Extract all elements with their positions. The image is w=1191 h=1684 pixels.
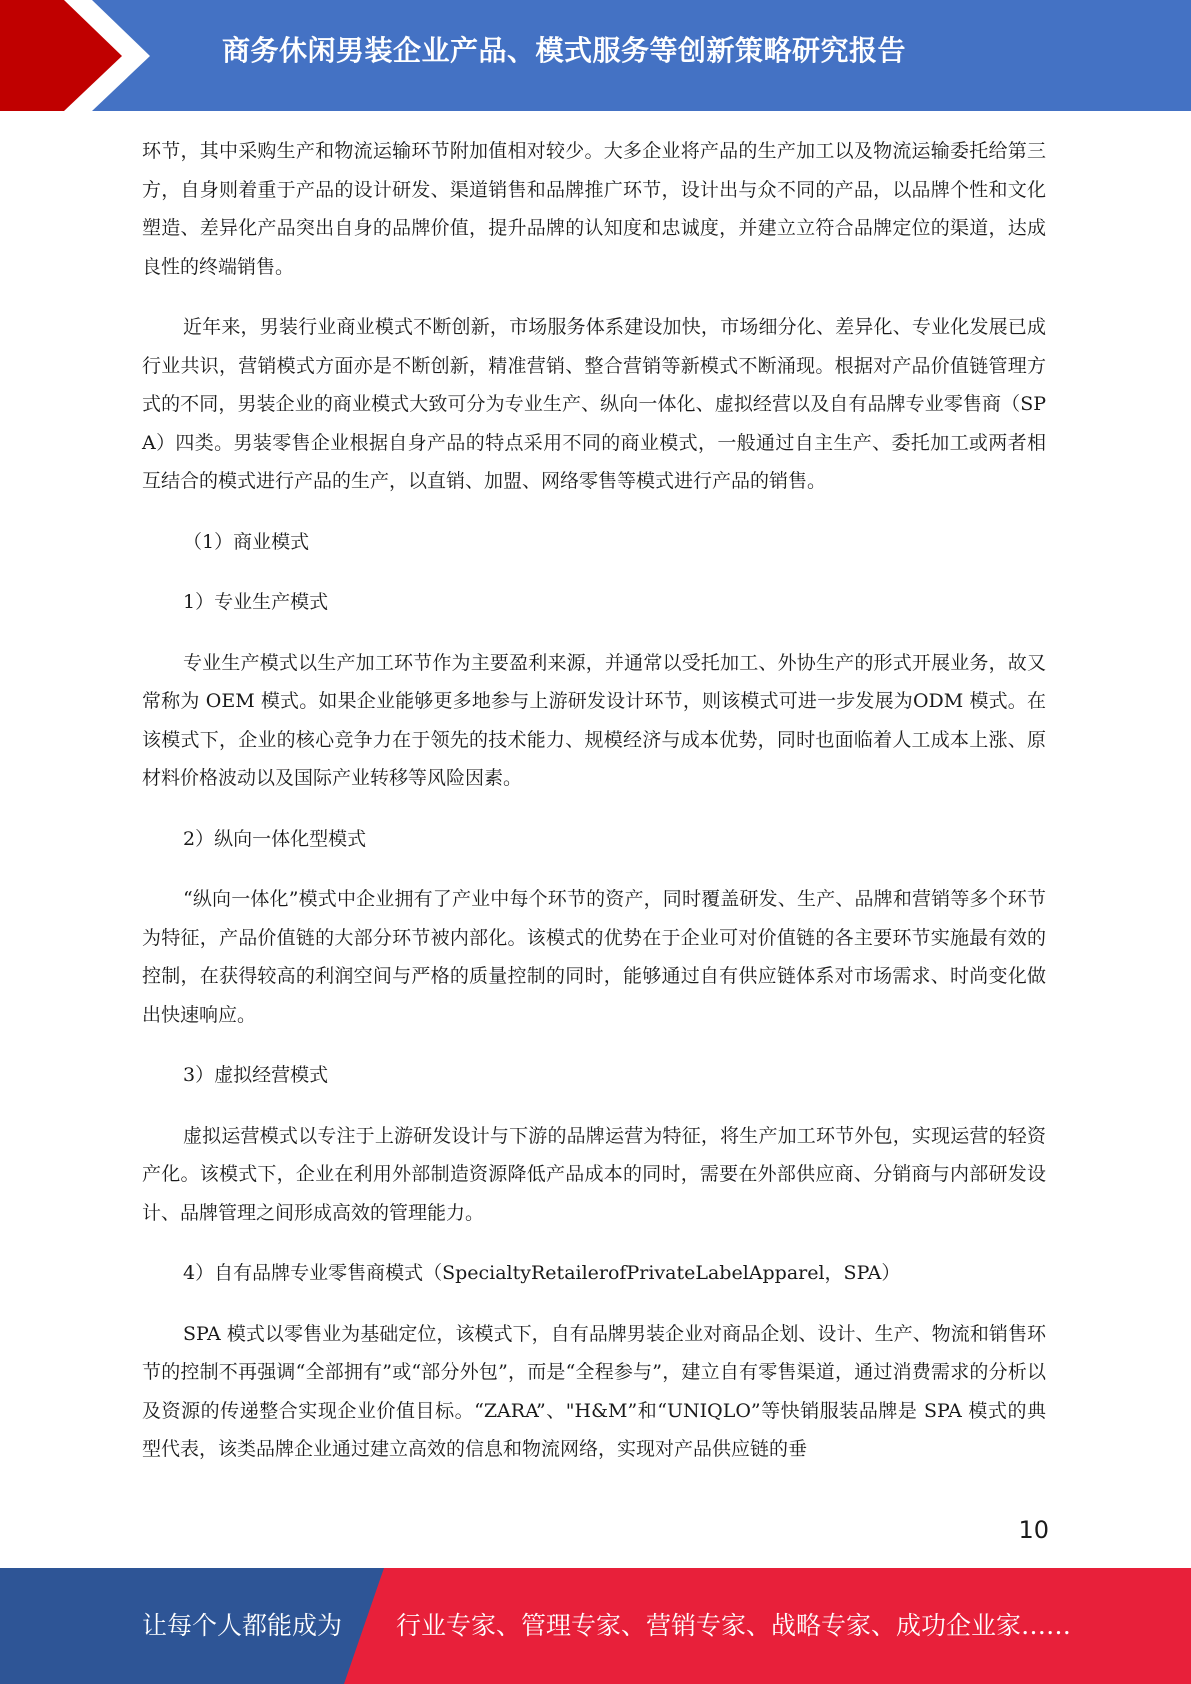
subheading-oem-model: 1）专业生产模式 (183, 591, 329, 613)
section-heading-business-model: （1）商业模式 (183, 530, 310, 553)
page-number: 10 (1018, 1516, 1049, 1544)
paragraph-business-model-intro: 近年来，男装行业商业模式不断创新，市场服务体系建设加快，市场细分化、差异化、专业化发展已成行业共识，营销模式方面亦是不断创新，精准营销、整合营销等新模式不断涌现。根据对产品价值链管理方式的不同，男装企业的商业模式大致可分为专业生产、纵向一体化、虚拟经营以及自有品牌专业零售商（SPA）四类。男装零售企业根据自身产品的特点采用不同的商业模式，一般通过自主生产、委托加工或两者相互结合的模式进行产品的生产，以直销、加盟、网络零售等模式进行产品的销售。 (142, 316, 1046, 492)
report-title: 商务休闲男装企业产品、模式服务等创新策略研究报告 (222, 34, 907, 67)
paragraph-spa-model: SPA 模式以零售业为基础定位，该模式下，自有品牌男装企业对商品企划、设计、生产、物流和销售环节的控制不再强调“全部拥有”或“部分外包”，而是“全程参与”，建立自有零售渠道，通过消费需求的分析以及资源的传递整合实现企业价值目标。“ZARA”、"H&M”和“UNIQLO”等快销服装品牌是 SPA 模式的典型代表，该类品牌企业通过建立高效的信息和物流网络，实现对产品供应链的垂 (142, 1322, 1046, 1460)
paragraph-oem-model: 专业生产模式以生产加工环节作为主要盈利来源，并通常以受托加工、外协生产的形式开展业务，故又常称为 OEM 模式。如果企业能够更多地参与上游研发设计环节，则该模式可进一步发展为ODM 模式。在该模式下，企业的核心竞争力在于领先的技术能力、规模经济与成本优势，同时也面临着人工成本上涨、原材料价格波动以及国际产业转移等风险因素。 (142, 651, 1046, 789)
paragraph-value-chain: 环节，其中采购生产和物流运输环节附加值相对较少。大多企业将产品的生产加工以及物流运输委托给第三方，自身则着重于产品的设计研发、渠道销售和品牌推广环节，设计出与众不同的产品，以品牌个性和文化塑造、差异化产品突出自身的品牌价值，提升品牌的认知度和忠诚度，并建立立符合品牌定位的渠道，达成良性的终端销售。 (142, 140, 1046, 278)
chevron-arrow-icon (0, 0, 150, 111)
subheading-virtual-operation: 3）虚拟经营模式 (183, 1064, 329, 1086)
footer-slogan-roles: 行业专家、管理专家、营销专家、战略专家、成功企业家…… (396, 1611, 1072, 1640)
page-header (0, 0, 1191, 111)
footer-slogan-lead: 让每个人都能成为 (142, 1611, 343, 1640)
subheading-spa-model: 4）自有品牌专业零售商模式（SpecialtyRetailerofPrivateLabelApparel，SPA） (183, 1262, 901, 1284)
page-footer (0, 1568, 1191, 1684)
subheading-vertical-integration: 2）纵向一体化型模式 (183, 827, 367, 850)
document-body (142, 132, 1046, 1491)
paragraph-virtual-operation: 虚拟运营模式以专注于上游研发设计与下游的品牌运营为特征，将生产加工环节外包，实现运营的轻资产化。该模式下，企业在利用外部制造资源降低产品成本的同时，需要在外部供应商、分销商与内部研发设计、品牌管理之间形成高效的管理能力。 (142, 1124, 1046, 1224)
paragraph-vertical-integration: “纵向一体化”模式中企业拥有了产业中每个环节的资产，同时覆盖研发、生产、品牌和营销等多个环节为特征，产品价值链的大部分环节被内部化。该模式的优势在于企业可对价值链的各主要环节实施最有效的控制，在获得较高的利润空间与严格的质量控制的同时，能够通过自有供应链体系对市场需求、时尚变化做出快速响应。 (142, 888, 1046, 1026)
